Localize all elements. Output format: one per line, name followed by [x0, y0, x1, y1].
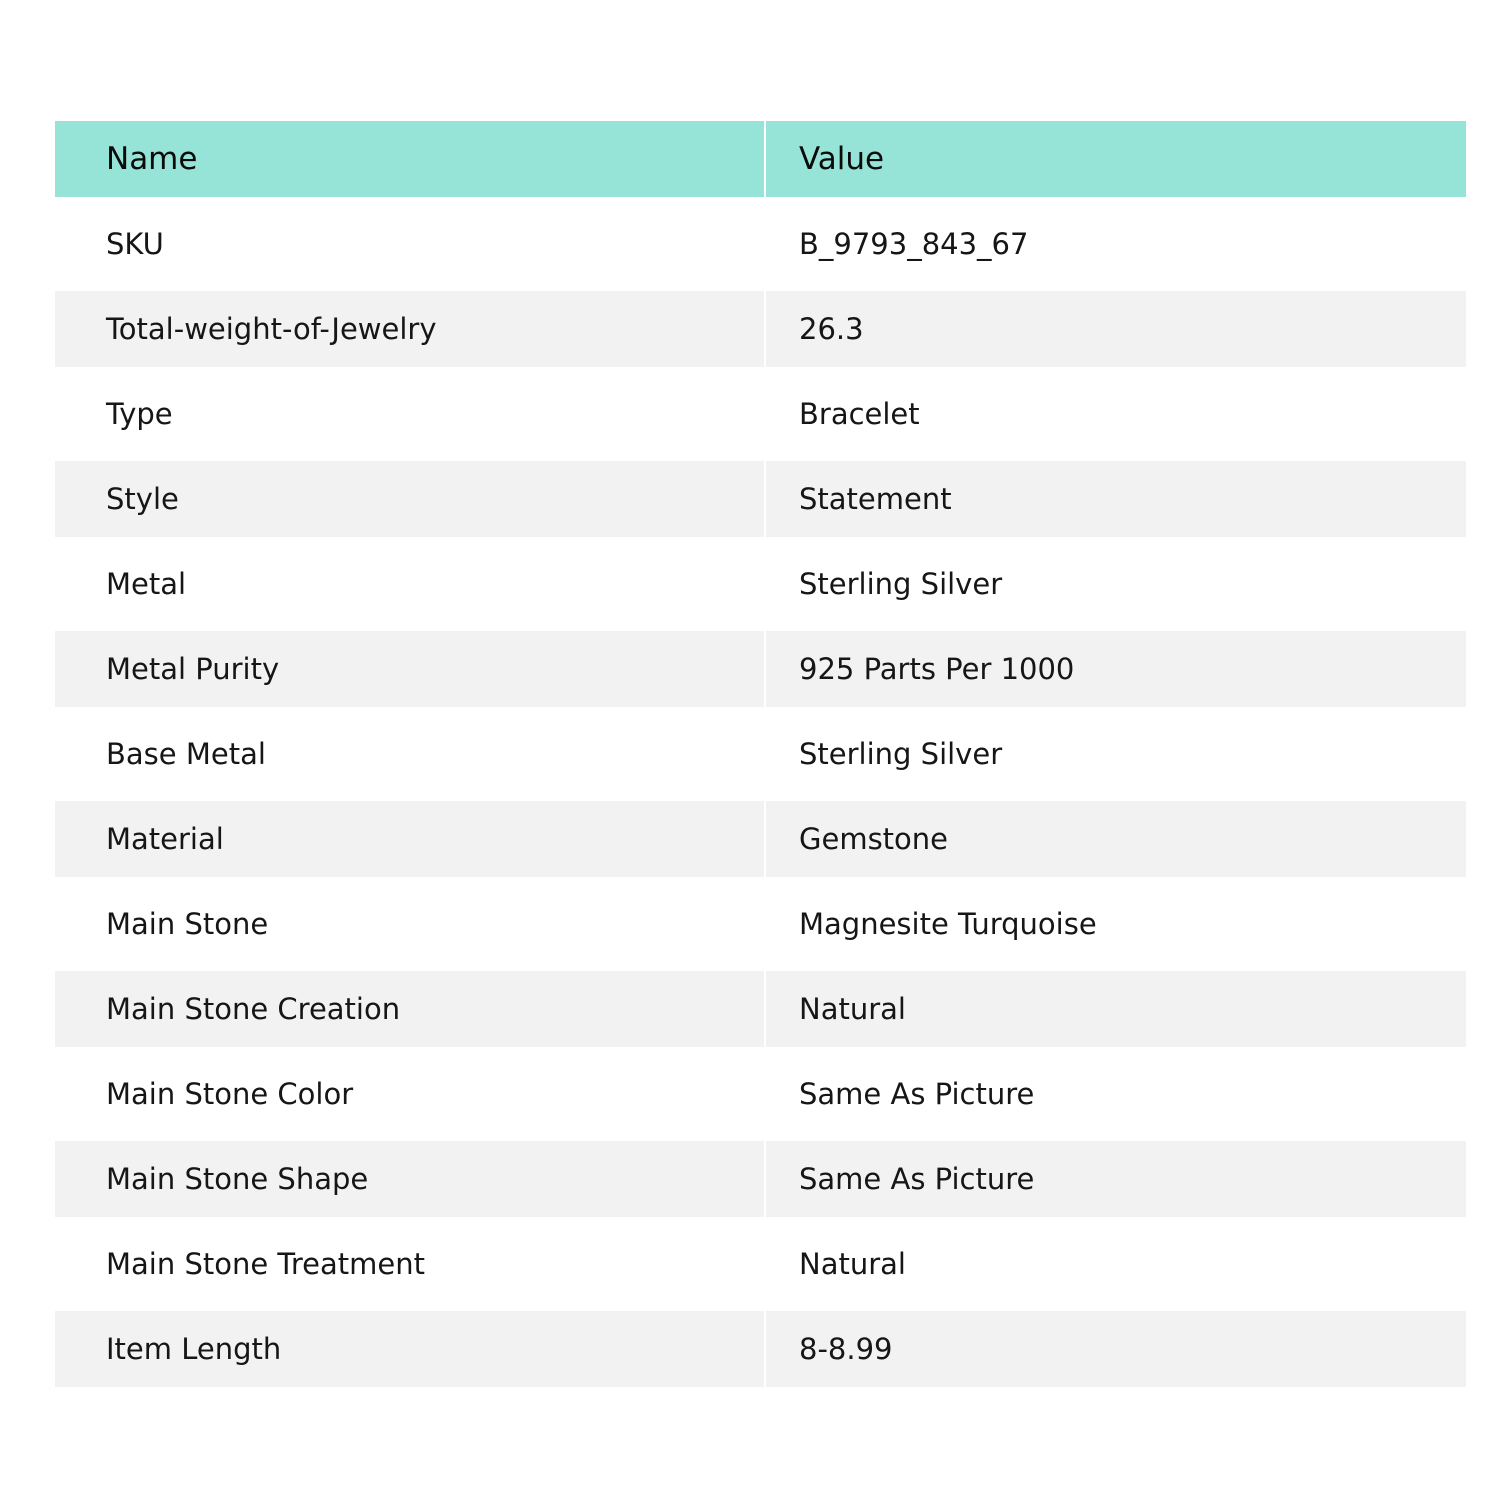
table-body: [55, 197, 1466, 1387]
attribute-value-cell: B_9793_843_67: [766, 197, 1466, 282]
table-row: [55, 1302, 1466, 1387]
product-spec-table: [55, 121, 1466, 1387]
attribute-value-cell: Bracelet: [766, 367, 1466, 452]
table-row: [55, 1047, 1466, 1132]
attribute-name-cell: Type: [55, 367, 766, 452]
attribute-name-cell: Metal: [55, 537, 766, 622]
attribute-value-cell: Magnesite Turquoise: [766, 877, 1466, 962]
table-row: [55, 197, 1466, 282]
attribute-name-cell: Main Stone Color: [55, 1047, 766, 1132]
attribute-name-cell: SKU: [55, 197, 766, 282]
attribute-value-cell: Natural: [766, 1217, 1466, 1302]
table-row: [55, 1217, 1466, 1302]
attribute-value-cell: Natural: [766, 962, 1466, 1047]
column-header-name: Name: [55, 121, 766, 197]
attribute-name-cell: Main Stone Shape: [55, 1132, 766, 1217]
attribute-name-cell: Total-weight-of-Jewelry: [55, 282, 766, 367]
table-row: [55, 282, 1466, 367]
attribute-value-cell: 8-8.99: [766, 1302, 1466, 1387]
table-row: [55, 537, 1466, 622]
attribute-name-cell: Metal Purity: [55, 622, 766, 707]
table-row: [55, 452, 1466, 537]
attribute-name-cell: Main Stone: [55, 877, 766, 962]
attribute-name-cell: Style: [55, 452, 766, 537]
attribute-value-cell: Sterling Silver: [766, 707, 1466, 792]
table-row: [55, 877, 1466, 962]
table-row: [55, 367, 1466, 452]
attribute-name-cell: Base Metal: [55, 707, 766, 792]
attribute-name-cell: Main Stone Treatment: [55, 1217, 766, 1302]
table-row: [55, 792, 1466, 877]
attribute-value-cell: Sterling Silver: [766, 537, 1466, 622]
table-header: [55, 121, 1466, 197]
table-row: [55, 962, 1466, 1047]
attribute-value-cell: 26.3: [766, 282, 1466, 367]
header-row: [55, 121, 1466, 197]
column-header-value: Value: [766, 121, 1466, 197]
attribute-value-cell: Gemstone: [766, 792, 1466, 877]
table-row: [55, 622, 1466, 707]
attribute-name-cell: Main Stone Creation: [55, 962, 766, 1047]
attribute-name-cell: Material: [55, 792, 766, 877]
attribute-name-cell: Item Length: [55, 1302, 766, 1387]
attribute-value-cell: Statement: [766, 452, 1466, 537]
attribute-value-cell: Same As Picture: [766, 1047, 1466, 1132]
table-row: [55, 707, 1466, 792]
attribute-value-cell: Same As Picture: [766, 1132, 1466, 1217]
table-row: [55, 1132, 1466, 1217]
attribute-value-cell: 925 Parts Per 1000: [766, 622, 1466, 707]
